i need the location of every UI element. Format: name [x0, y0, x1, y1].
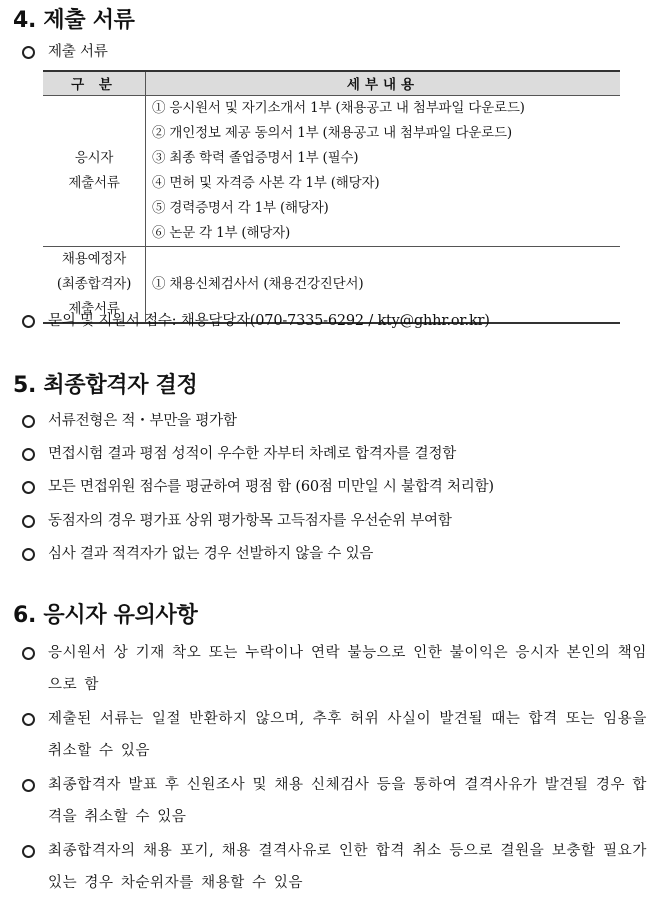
- details-cell-applicant: [146, 95, 621, 246]
- column-header-details: 세부내용: [146, 71, 621, 95]
- table-header-row: [43, 71, 620, 95]
- circle-bullet-icon: [22, 415, 35, 428]
- section-5-title: 5. 최종합격자 결정: [13, 373, 198, 398]
- bullet-text: 응시원서 상 기재 착오 또는 누락이나 연락 불능으로 인한 불이익은 응시자 본인의 책임으로 함: [48, 645, 647, 693]
- list-item: [22, 538, 647, 570]
- document-item: ④ 면허 및 자격증 사본 각 1부 (해당자): [152, 174, 380, 191]
- category-line: 채용예정자: [61, 250, 127, 267]
- bullet-text: 문의 및 지원서 접수: 채용담당자(070-7335-6292 / kty@ghhr.or.kr): [48, 313, 490, 329]
- list-item: [22, 703, 647, 767]
- circle-bullet-icon: [22, 647, 35, 660]
- category-line: 응시자: [74, 149, 114, 166]
- circle-bullet-icon: [22, 548, 35, 561]
- bullet-text: 최종합격자의 채용 포기, 채용 결격사유로 인한 합격 취소 등으로 결원을 보충할 필요가 있는 경우 차순위자를 채용할 수 있음: [48, 843, 647, 891]
- bullet-text: 서류전형은 적・부만을 평가함: [48, 413, 237, 429]
- table-row: [43, 95, 620, 246]
- bullet-text: 제출된 서류는 일절 반환하지 않으며, 추후 허위 사실이 발견될 때는 합격 또는 임용을 취소할 수 있음: [48, 711, 647, 759]
- bullet-text: 최종합격자 발표 후 신원조사 및 채용 신체검사 등을 통하여 결격사유가 발견될 경우 합격을 취소할 수 있음: [48, 777, 647, 825]
- list-item: [22, 471, 647, 503]
- submission-documents-table: [43, 70, 620, 324]
- list-item: [22, 637, 647, 701]
- section-6-title: 6. 응시자 유의사항: [13, 603, 198, 628]
- bullet-text: 동점자의 경우 평가표 상위 평가항목 고득점자를 우선순위 부여함: [48, 513, 452, 529]
- list-item: [22, 835, 647, 899]
- bullet-text: 제출 서류: [48, 44, 108, 60]
- circle-bullet-icon: [22, 779, 35, 792]
- document-item: ③ 최종 학력 졸업증명서 1부 (필수): [152, 149, 359, 166]
- bullet-contact: [22, 305, 647, 337]
- bullet-text: 심사 결과 적격자가 없는 경우 선발하지 않을 수 있음: [48, 546, 374, 562]
- bullet-submission-docs: [22, 36, 647, 68]
- column-header-category: 구 분: [43, 71, 146, 95]
- bullet-text: 면접시험 결과 평점 성적이 우수한 자부터 차례로 합격자를 결정함: [48, 446, 457, 462]
- document-item: ⑥ 논문 각 1부 (해당자): [152, 224, 291, 241]
- circle-bullet-icon: [22, 515, 35, 528]
- document-item: ① 응시원서 및 자기소개서 1부 (채용공고 내 첨부파일 다운로드): [152, 99, 525, 116]
- category-cell-applicant: [43, 95, 146, 246]
- section-4-title: 4. 제출 서류: [13, 8, 135, 33]
- document-item: ⑤ 경력증명서 각 1부 (해당자): [152, 199, 329, 216]
- list-item: [22, 769, 647, 833]
- category-line: (최종합격자): [56, 275, 132, 292]
- document-item: ② 개인정보 제공 동의서 1부 (채용공고 내 첨부파일 다운로드): [152, 124, 512, 141]
- document-item: ① 채용신체검사서 (채용건강진단서): [152, 275, 364, 292]
- circle-bullet-icon: [22, 481, 35, 494]
- bullet-text: 모든 면접위원 점수를 평균하여 평점 함 (60점 미만일 시 불합격 처리함): [48, 479, 494, 495]
- circle-bullet-icon: [22, 713, 35, 726]
- list-item: [22, 405, 647, 437]
- list-item: [22, 438, 647, 470]
- circle-bullet-icon: [22, 46, 35, 59]
- circle-bullet-icon: [22, 448, 35, 461]
- category-line: 제출서류: [68, 174, 120, 191]
- category-line: 제출서류: [68, 300, 120, 317]
- circle-bullet-icon: [22, 315, 35, 328]
- list-item: [22, 505, 647, 537]
- circle-bullet-icon: [22, 845, 35, 858]
